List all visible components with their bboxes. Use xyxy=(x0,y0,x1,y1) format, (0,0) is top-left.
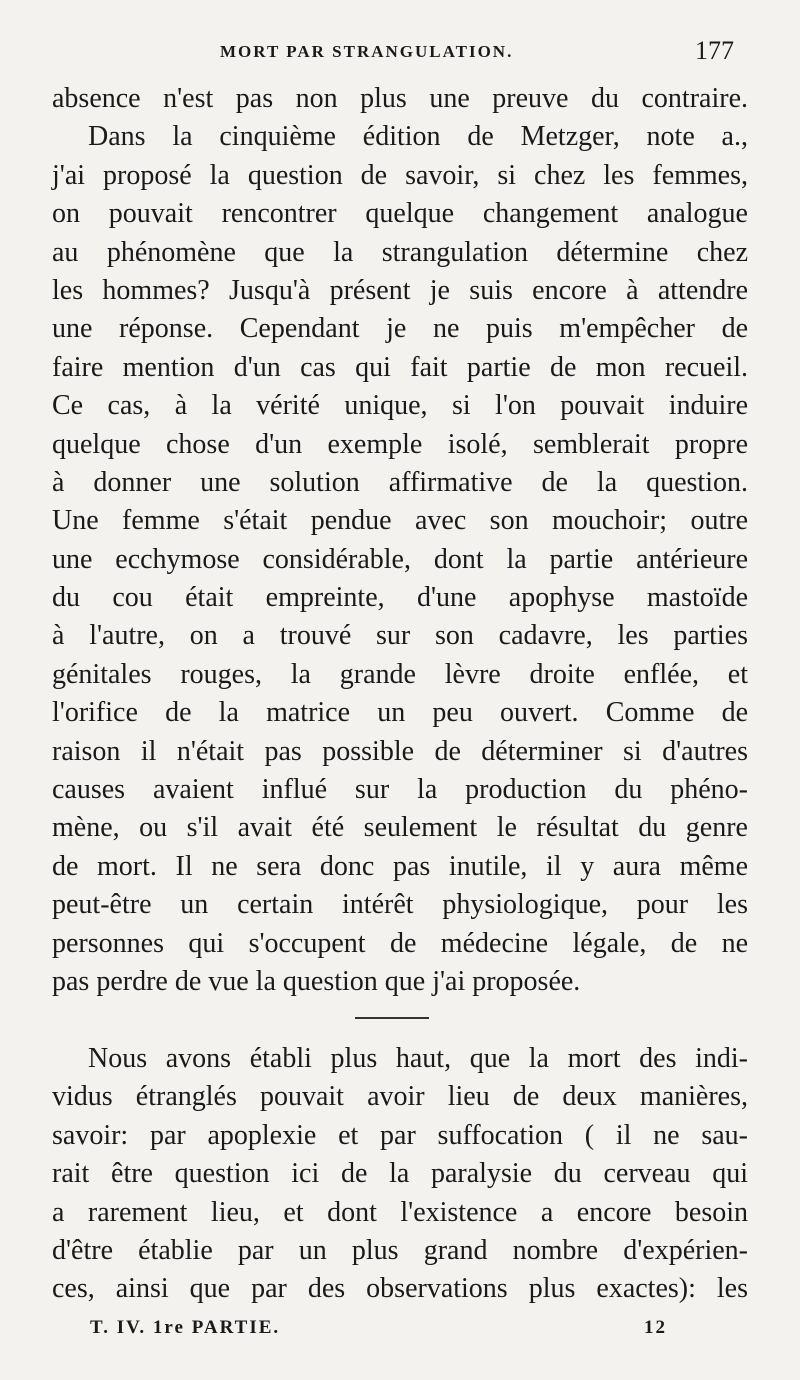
text-line: vidus étranglés pouvait avoir lieu de deux manières, xyxy=(52,1081,748,1113)
text-line: Ce cas, à la vérité unique, si l'on pouvait induire xyxy=(52,390,748,422)
text-line: rait être question ici de la paralysie du cerveau qui xyxy=(52,1158,748,1190)
text-line: causes avaient influé sur la production du phéno- xyxy=(52,774,748,806)
text-line: savoir: par apoplexie et par suffocation ( il ne sau- xyxy=(52,1119,748,1151)
text-line: personnes qui s'occupent de médecine légale, de ne xyxy=(52,927,748,959)
text-line: ces, ainsi que par des observations plus exactes): les xyxy=(52,1273,748,1305)
text-line: du cou était empreinte, d'une apophyse mastoïde xyxy=(52,582,748,614)
section-divider xyxy=(355,1017,429,1019)
text-line: peut-être un certain intérêt physiologique, pour les xyxy=(52,889,748,921)
text-line: faire mention d'un cas qui fait partie de mon recueil. xyxy=(52,351,748,383)
paragraph-1 xyxy=(52,80,748,1001)
text-line: Nous avons établi plus haut, que la mort des indi- xyxy=(88,1043,748,1074)
paragraph-2 xyxy=(52,1040,748,1309)
text-line: à donner une solution affirmative de la question. xyxy=(52,466,748,498)
text-line: mène, ou s'il avait été seulement le résultat du genre xyxy=(52,812,748,844)
text-line: on pouvait rencontrer quelque changement analogue xyxy=(52,198,748,230)
text-line: les hommes? Jusqu'à présent je suis encore à attendre xyxy=(52,274,748,306)
text-line: au phénomène que la strangulation détermine chez xyxy=(52,236,748,268)
folio-number: 12 xyxy=(644,1317,667,1338)
text-line: pas perdre de vue la question que j'ai proposée. xyxy=(52,965,581,997)
text-line: d'être établie par un plus grand nombre d'expérien- xyxy=(52,1234,748,1266)
text-line: Une femme s'était pendue avec son mouchoir; outre xyxy=(52,505,748,537)
text-line: une réponse. Cependant je ne puis m'empêcher de xyxy=(52,313,748,345)
text-line: l'orifice de la matrice un peu ouvert. Comme de xyxy=(52,697,748,729)
page-header xyxy=(60,36,760,76)
text-line: Dans la cinquième édition de Metzger, note a., xyxy=(88,121,748,153)
text-line: quelque chose d'un exemple isolé, semblerait propre xyxy=(52,428,748,460)
text-line: a rarement lieu, et dont l'existence a encore besoin xyxy=(52,1196,748,1228)
text-line: absence n'est pas non plus une preuve du contraire. xyxy=(52,83,748,114)
signature-mark: T. IV. 1re PARTIE. xyxy=(90,1317,281,1338)
text-line: une ecchymose considérable, dont la partie antérieure xyxy=(52,543,748,575)
text-line: de mort. Il ne sera donc pas inutile, il y aura même xyxy=(52,850,748,882)
running-title: MORT PAR STRANGULATION. xyxy=(220,42,514,61)
page-footer xyxy=(0,1317,800,1347)
text-line: à l'autre, on a trouvé sur son cadavre, les parties xyxy=(52,620,748,652)
page-number: 177 xyxy=(695,36,734,65)
text-line: j'ai proposé la question de savoir, si chez les femmes, xyxy=(52,159,748,191)
text-line: raison il n'était pas possible de déterminer si d'autres xyxy=(52,735,748,767)
text-line: génitales rouges, la grande lèvre droite enflée, et xyxy=(52,658,748,690)
